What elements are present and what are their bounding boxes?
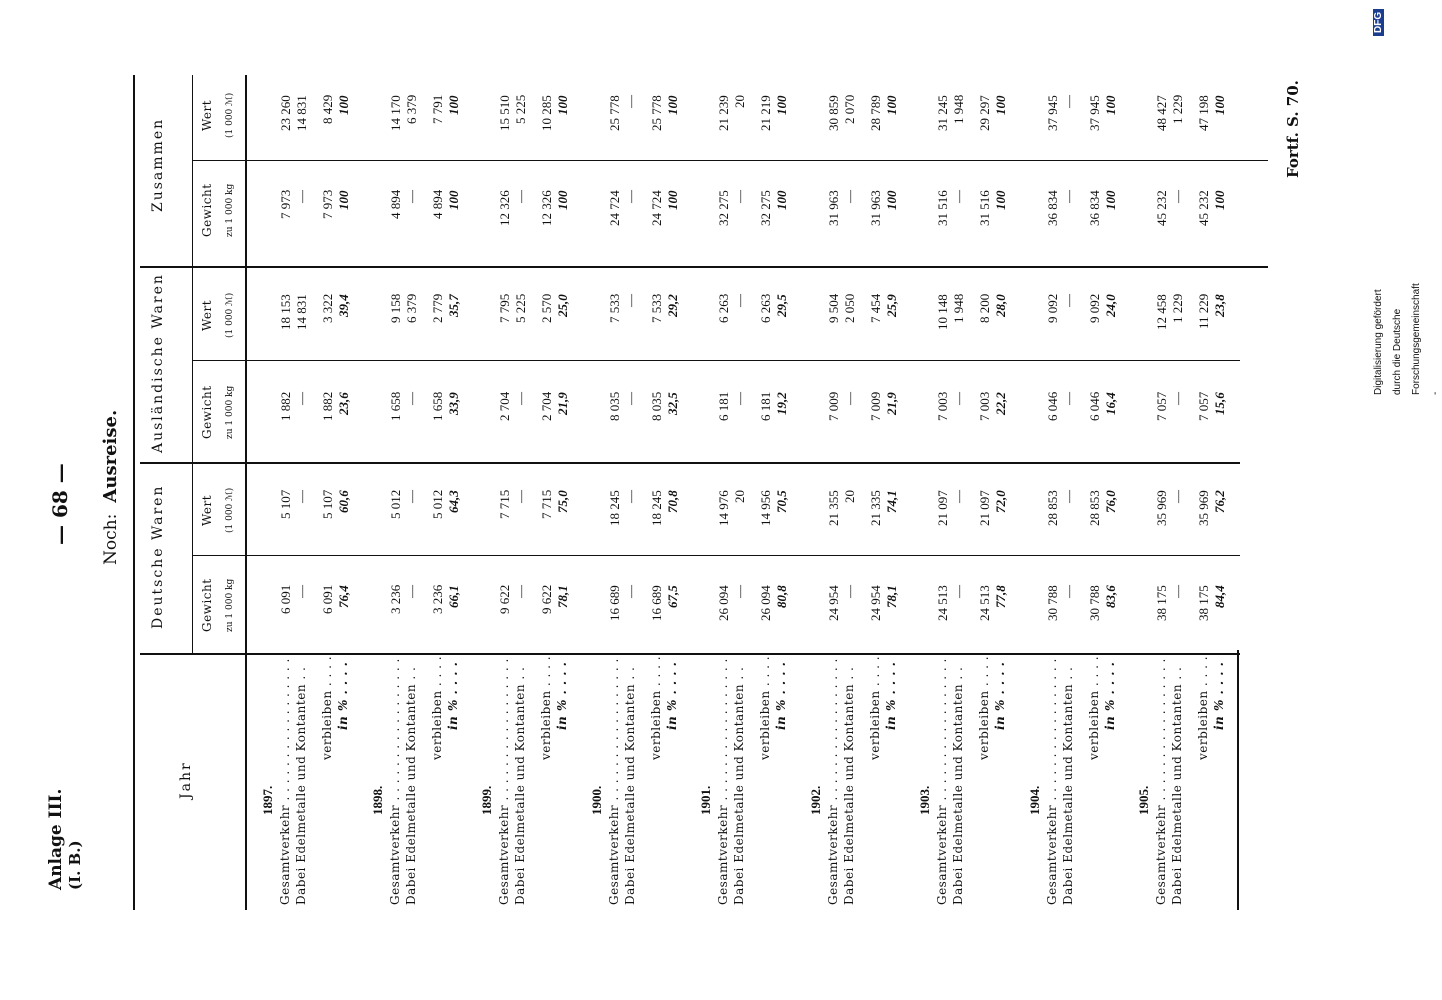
row-label-in-percent: in % . . . . bbox=[336, 661, 350, 730]
cell-zg-0: 4 894 bbox=[387, 189, 403, 219]
cell-ag-2: 6 181 bbox=[758, 391, 773, 421]
row-label-in-percent: in % . . . . bbox=[993, 661, 1007, 730]
cell-ag-0: 6 181 bbox=[716, 391, 731, 421]
cell-dg-1: — bbox=[1170, 585, 1185, 598]
cell-dg-1: — bbox=[294, 585, 309, 598]
cell-dw-1: 20 bbox=[841, 490, 857, 503]
row-label-gesamtverkehr: Gesamtverkehr . . . . . . . . . . . . . . . . . bbox=[935, 658, 949, 905]
cell-dw-3: 60,6 bbox=[336, 490, 351, 513]
cell-ag-1: — bbox=[1170, 392, 1185, 405]
cell-aw-2: 11 229 bbox=[1196, 293, 1211, 329]
cell-aw-3: 39,4 bbox=[336, 294, 351, 317]
cell-zw-0: 21 239 bbox=[716, 95, 731, 131]
cell-aw-2: 7 454 bbox=[867, 293, 883, 323]
row-label-edelmetalle: Dabei Edelmetalle und Kontanten . . bbox=[1170, 666, 1184, 905]
cell-ag-0: 6 046 bbox=[1044, 391, 1060, 421]
cell-zg-0: 7 973 bbox=[278, 189, 293, 219]
cell-aw-2: 7 533 bbox=[648, 293, 664, 323]
row-label-gesamtverkehr: Gesamtverkehr . . . . . . . . . . . . . . . . . bbox=[1044, 658, 1059, 905]
cell-dg-1: — bbox=[1060, 585, 1076, 598]
subtitle-main: Ausreise. bbox=[100, 409, 121, 503]
cell-aw-2: 6 263 bbox=[758, 293, 773, 323]
dfg-side-note-text: Digitalisierung gefördert durch die Deutsche Forschungsgemeinschaft - bbox=[1373, 283, 1441, 395]
dfg-side-note bbox=[1366, 283, 1442, 395]
cell-aw-0: 10 148 bbox=[935, 294, 950, 330]
dfg-logo-text: DFG bbox=[1373, 9, 1384, 36]
cell-ag-3: 16,4 bbox=[1102, 392, 1118, 415]
row-label-gesamtverkehr: Gesamtverkehr . . . . . . . . . . . . . . . . . bbox=[825, 658, 840, 905]
cell-dg-2: 24 954 bbox=[867, 585, 883, 621]
row-label-verbleiben: verbleiben . . . . bbox=[320, 655, 334, 760]
cell-dg-0: 24 954 bbox=[825, 585, 841, 621]
cell-ag-3: 15,6 bbox=[1212, 392, 1227, 415]
cell-dg-2: 16 689 bbox=[648, 585, 664, 621]
cell-dg-1: — bbox=[622, 585, 638, 598]
anlage-subtitle: (I. B.) bbox=[66, 840, 84, 890]
cell-dw-2: 35 969 bbox=[1196, 490, 1211, 526]
cell-zw-0: 48 427 bbox=[1154, 95, 1169, 131]
cell-ag-0: 7 057 bbox=[1154, 391, 1169, 421]
header-gewicht-0: Gewicht bbox=[200, 578, 214, 632]
cell-dg-0: 9 622 bbox=[497, 584, 512, 614]
row-label-in-percent: in % . . . . bbox=[664, 661, 679, 730]
column-rule-deutsche bbox=[140, 462, 1240, 464]
cell-aw-2: 2 570 bbox=[539, 293, 554, 323]
cell-dg-1: — bbox=[951, 585, 966, 598]
anlage-heading bbox=[46, 789, 84, 890]
cell-aw-0: 6 263 bbox=[716, 293, 731, 323]
cell-ag-2: 6 046 bbox=[1086, 391, 1102, 421]
cell-dw-1: — bbox=[951, 490, 966, 503]
cell-zw-2: 7 791 bbox=[429, 94, 445, 124]
header-wert-unit-1: (1 000 ℳ) bbox=[225, 487, 235, 533]
cell-ag-2: 7 003 bbox=[977, 391, 992, 421]
cell-dw-2: 18 245 bbox=[648, 490, 664, 526]
cell-ag-3: 19,2 bbox=[774, 392, 789, 415]
cell-ag-1: — bbox=[841, 392, 857, 405]
cell-aw-3: 28,0 bbox=[993, 294, 1008, 317]
cell-dg-3: 78,1 bbox=[883, 585, 899, 608]
column-rule-jahr bbox=[140, 653, 1240, 655]
cell-zw-2: 25 778 bbox=[648, 95, 664, 131]
cell-dg-3: 84,4 bbox=[1212, 585, 1227, 608]
row-label-verbleiben: verbleiben . . . . bbox=[867, 655, 882, 760]
row-label-verbleiben: verbleiben . . . . bbox=[977, 655, 991, 760]
cell-zw-2: 37 945 bbox=[1086, 95, 1102, 131]
cell-aw-0: 12 458 bbox=[1154, 294, 1169, 330]
cell-zg-1: — bbox=[732, 190, 747, 203]
cell-dw-2: 5 012 bbox=[429, 489, 445, 519]
subtitle-prefix: Noch: bbox=[101, 513, 121, 565]
cell-dw-2: 28 853 bbox=[1086, 490, 1102, 526]
cell-dg-3: 80,8 bbox=[774, 585, 789, 608]
cell-dg-0: 6 091 bbox=[278, 584, 293, 614]
cell-dg-3: 76,4 bbox=[336, 585, 351, 608]
cell-ag-0: 1 658 bbox=[387, 391, 403, 421]
cell-dw-2: 21 335 bbox=[867, 490, 883, 526]
cell-ag-0: 1 882 bbox=[278, 391, 293, 421]
cell-ag-2: 1 658 bbox=[429, 391, 445, 421]
table-bottom-rule bbox=[1237, 650, 1239, 910]
cell-dw-1: — bbox=[294, 490, 309, 503]
row-label-gesamtverkehr: Gesamtverkehr . . . . . . . . . . . . . . . . . bbox=[716, 658, 730, 905]
cell-zg-2: 32 275 bbox=[758, 190, 773, 226]
row-label-verbleiben: verbleiben . . . . bbox=[429, 655, 444, 760]
row-label-edelmetalle: Dabei Edelmetalle und Kontanten . . bbox=[513, 666, 527, 905]
cell-zw-0: 23 260 bbox=[278, 95, 293, 131]
cell-zw-3: 100 bbox=[1102, 95, 1118, 115]
cell-ag-1: — bbox=[513, 392, 528, 405]
row-label-verbleiben: verbleiben . . . . bbox=[1086, 655, 1101, 760]
cell-zg-1: — bbox=[513, 190, 528, 203]
header-zusammen: Zusammen bbox=[150, 117, 166, 212]
cell-zw-3: 100 bbox=[993, 95, 1008, 115]
cell-zw-1: — bbox=[622, 95, 638, 108]
cell-zg-3: 100 bbox=[774, 190, 789, 210]
cell-dw-1: — bbox=[513, 490, 528, 503]
cell-ag-2: 1 882 bbox=[320, 391, 335, 421]
cell-ag-1: — bbox=[1060, 392, 1076, 405]
cell-zw-0: 25 778 bbox=[606, 95, 622, 131]
cell-zw-1: 14 831 bbox=[294, 95, 309, 131]
cell-dg-2: 38 175 bbox=[1196, 585, 1211, 621]
row-label-edelmetalle: Dabei Edelmetalle und Kontanten . . bbox=[403, 666, 418, 905]
cell-zg-2: 36 834 bbox=[1086, 190, 1102, 226]
cell-zg-0: 24 724 bbox=[606, 190, 622, 226]
year-1897: 1897. bbox=[260, 785, 275, 815]
cell-aw-0: 9 158 bbox=[387, 293, 403, 323]
row-label-edelmetalle: Dabei Edelmetalle und Kontanten . . bbox=[841, 666, 856, 905]
cell-aw-3: 23,8 bbox=[1212, 294, 1227, 317]
cell-dw-0: 21 097 bbox=[935, 490, 950, 526]
cell-dg-1: — bbox=[841, 585, 857, 598]
cell-zg-3: 100 bbox=[555, 190, 570, 210]
cell-aw-0: 7 795 bbox=[497, 293, 512, 323]
cell-dg-2: 26 094 bbox=[758, 585, 773, 621]
cell-zw-0: 14 170 bbox=[387, 95, 403, 131]
cell-aw-2: 3 322 bbox=[320, 293, 335, 323]
cell-ag-2: 7 057 bbox=[1196, 391, 1211, 421]
cell-zg-3: 100 bbox=[664, 190, 680, 210]
cell-aw-0: 7 533 bbox=[606, 293, 622, 323]
cell-zg-3: 100 bbox=[445, 190, 461, 210]
cell-zg-3: 100 bbox=[1102, 190, 1118, 210]
section-subtitle bbox=[100, 410, 121, 565]
cell-zw-2: 21 219 bbox=[758, 95, 773, 131]
cell-dw-0: 35 969 bbox=[1154, 490, 1169, 526]
cell-zg-3: 100 bbox=[336, 190, 351, 210]
cell-zg-1: — bbox=[951, 190, 966, 203]
cell-dg-0: 3 236 bbox=[387, 584, 403, 614]
cell-zw-0: 15 510 bbox=[497, 95, 512, 131]
cell-zg-1: — bbox=[622, 190, 638, 203]
cell-aw-3: 29,2 bbox=[664, 294, 680, 317]
row-label-in-percent: in % . . . . bbox=[1102, 661, 1117, 730]
cell-aw-2: 2 779 bbox=[429, 293, 445, 323]
header-wert-unit-3: (1 000 ℳ) bbox=[225, 292, 235, 338]
sub-rule-deutsche bbox=[192, 555, 1240, 556]
cell-dw-0: 5 012 bbox=[387, 489, 403, 519]
cell-dg-0: 16 689 bbox=[606, 585, 622, 621]
header-wert-1: Wert bbox=[200, 494, 214, 526]
cell-zg-2: 45 232 bbox=[1196, 190, 1211, 226]
cell-dw-0: 18 245 bbox=[606, 490, 622, 526]
cell-dw-3: 76,2 bbox=[1212, 490, 1227, 513]
cell-ag-1: — bbox=[403, 392, 419, 405]
row-label-gesamtverkehr: Gesamtverkehr . . . . . . . . . . . . . . . . . bbox=[278, 658, 292, 905]
row-label-edelmetalle: Dabei Edelmetalle und Kontanten . . bbox=[294, 666, 308, 905]
cell-ag-2: 7 009 bbox=[867, 391, 883, 421]
cell-dg-2: 30 788 bbox=[1086, 585, 1102, 621]
cell-zg-1: — bbox=[841, 190, 857, 203]
cell-zg-0: 32 275 bbox=[716, 190, 731, 226]
cell-aw-3: 25,0 bbox=[555, 294, 570, 317]
cell-zw-2: 8 429 bbox=[320, 94, 335, 124]
cell-ag-1: — bbox=[622, 392, 638, 405]
header-gewicht-2: Gewicht bbox=[200, 385, 214, 439]
year-1904: 1904. bbox=[1026, 785, 1042, 815]
cell-dg-0: 26 094 bbox=[716, 585, 731, 621]
cell-zw-0: 31 245 bbox=[935, 95, 950, 131]
row-label-edelmetalle: Dabei Edelmetalle und Kontanten . . bbox=[1060, 666, 1075, 905]
sub-rule-zusammen bbox=[192, 160, 1268, 161]
anlage-title: Anlage III. bbox=[46, 788, 66, 890]
cell-zg-1: — bbox=[1170, 190, 1185, 203]
row-label-verbleiben: verbleiben . . . . bbox=[1196, 655, 1210, 760]
cell-aw-0: 9 092 bbox=[1044, 293, 1060, 323]
cell-dw-3: 70,5 bbox=[774, 490, 789, 513]
year-1902: 1902. bbox=[807, 785, 823, 815]
header-gewicht-unit-2: zu 1 000 kg bbox=[225, 385, 235, 439]
header-gewicht-unit-0: zu 1 000 kg bbox=[225, 578, 235, 632]
cell-ag-2: 8 035 bbox=[648, 391, 664, 421]
cell-aw-3: 25,9 bbox=[883, 294, 899, 317]
cell-aw-1: 2 050 bbox=[841, 293, 857, 323]
cell-dg-2: 6 091 bbox=[320, 584, 335, 614]
cell-aw-1: — bbox=[1060, 294, 1076, 307]
cell-dw-2: 7 715 bbox=[539, 489, 554, 519]
cell-dw-0: 14 976 bbox=[716, 490, 731, 526]
cell-ag-3: 21,9 bbox=[555, 392, 570, 415]
cell-aw-3: 35,7 bbox=[445, 294, 461, 317]
cell-zw-1: 1 229 bbox=[1170, 94, 1185, 124]
cell-aw-1: 1 948 bbox=[951, 293, 966, 323]
cell-zg-2: 4 894 bbox=[429, 189, 445, 219]
cell-zw-3: 100 bbox=[555, 95, 570, 115]
cell-zw-3: 100 bbox=[445, 95, 461, 115]
cell-dw-0: 21 355 bbox=[825, 490, 841, 526]
row-label-verbleiben: verbleiben . . . . bbox=[539, 655, 553, 760]
cell-zg-0: 36 834 bbox=[1044, 190, 1060, 226]
cell-dg-0: 30 788 bbox=[1044, 585, 1060, 621]
cell-zg-2: 12 326 bbox=[539, 190, 554, 226]
dfg-logo bbox=[1366, 9, 1385, 36]
cell-zg-0: 12 326 bbox=[497, 190, 512, 226]
row-label-gesamtverkehr: Gesamtverkehr . . . . . . . . . . . . . . . . . bbox=[606, 658, 621, 905]
table-header-rule bbox=[245, 75, 247, 910]
cell-ag-0: 7 009 bbox=[825, 391, 841, 421]
cell-zw-1: 5 225 bbox=[513, 94, 528, 124]
cell-aw-1: 6 379 bbox=[403, 293, 419, 323]
cell-ag-3: 21,9 bbox=[883, 392, 899, 415]
footer-continuation: Fortf. S. 70. bbox=[1284, 80, 1302, 178]
cell-ag-2: 2 704 bbox=[539, 391, 554, 421]
year-1900: 1900. bbox=[588, 785, 604, 815]
cell-zg-3: 100 bbox=[883, 190, 899, 210]
cell-zw-3: 100 bbox=[883, 95, 899, 115]
table-top-rule bbox=[133, 75, 135, 910]
cell-aw-0: 9 504 bbox=[825, 293, 841, 323]
cell-zg-3: 100 bbox=[1212, 190, 1227, 210]
year-1898: 1898. bbox=[369, 785, 385, 815]
row-label-edelmetalle: Dabei Edelmetalle und Kontanten . . bbox=[951, 666, 965, 905]
cell-dg-2: 9 622 bbox=[539, 584, 554, 614]
cell-dw-1: 20 bbox=[732, 490, 747, 503]
cell-dw-2: 21 097 bbox=[977, 490, 992, 526]
row-label-edelmetalle: Dabei Edelmetalle und Kontanten . . bbox=[732, 666, 746, 905]
cell-zw-1: 20 bbox=[732, 95, 747, 108]
cell-dg-3: 83,6 bbox=[1102, 585, 1118, 608]
cell-dw-3: 74,1 bbox=[883, 490, 899, 513]
cell-aw-0: 18 153 bbox=[278, 294, 293, 330]
cell-dw-2: 5 107 bbox=[320, 489, 335, 519]
cell-zw-3: 100 bbox=[336, 95, 351, 115]
cell-dw-3: 70,8 bbox=[664, 490, 680, 513]
cell-aw-1: 1 229 bbox=[1170, 293, 1185, 323]
page-number: — 68 — bbox=[48, 463, 72, 545]
cell-dw-1: — bbox=[1060, 490, 1076, 503]
cell-zw-3: 100 bbox=[664, 95, 680, 115]
cell-zw-1: 1 948 bbox=[951, 94, 966, 124]
cell-aw-2: 8 200 bbox=[977, 293, 992, 323]
cell-dw-3: 64,3 bbox=[445, 490, 461, 513]
row-label-verbleiben: verbleiben . . . . bbox=[758, 655, 772, 760]
cell-dw-2: 14 956 bbox=[758, 490, 773, 526]
header-jahr: Jahr bbox=[178, 761, 194, 799]
cell-dg-3: 66,1 bbox=[445, 585, 461, 608]
cell-dw-3: 72,0 bbox=[993, 490, 1008, 513]
cell-dg-3: 67,5 bbox=[664, 585, 680, 608]
year-1905: 1905. bbox=[1136, 785, 1151, 815]
year-1899: 1899. bbox=[479, 785, 494, 815]
cell-aw-1: — bbox=[732, 294, 747, 307]
cell-zw-1: 2 070 bbox=[841, 94, 857, 124]
cell-zg-2: 31 516 bbox=[977, 190, 992, 226]
row-label-in-percent: in % . . . . bbox=[445, 661, 460, 730]
header-wert-5: Wert bbox=[200, 99, 214, 131]
cell-zg-1: — bbox=[1060, 190, 1076, 203]
sub-rule-auslaendische bbox=[192, 360, 1240, 361]
cell-dw-1: — bbox=[1170, 490, 1185, 503]
cell-ag-3: 22,2 bbox=[993, 392, 1008, 415]
cell-zg-1: — bbox=[294, 190, 309, 203]
cell-zg-2: 24 724 bbox=[648, 190, 664, 226]
cell-dg-1: — bbox=[732, 585, 747, 598]
cell-aw-3: 24,0 bbox=[1102, 294, 1118, 317]
cell-aw-2: 9 092 bbox=[1086, 293, 1102, 323]
cell-zw-1: — bbox=[1060, 95, 1076, 108]
cell-ag-1: — bbox=[951, 392, 966, 405]
cell-dg-1: — bbox=[403, 585, 419, 598]
cell-zw-2: 47 198 bbox=[1196, 95, 1211, 131]
row-label-gesamtverkehr: Gesamtverkehr . . . . . . . . . . . . . . . . . bbox=[387, 658, 402, 905]
cell-ag-3: 23,6 bbox=[336, 392, 351, 415]
cell-zw-3: 100 bbox=[774, 95, 789, 115]
cell-zw-3: 100 bbox=[1212, 95, 1227, 115]
cell-ag-0: 2 704 bbox=[497, 391, 512, 421]
header-gewicht-unit-4: zu 1 000 kg bbox=[225, 183, 235, 237]
cell-dw-0: 7 715 bbox=[497, 489, 512, 519]
cell-dg-3: 78,1 bbox=[555, 585, 570, 608]
row-label-in-percent: in % . . . . bbox=[1212, 661, 1226, 730]
row-label-gesamtverkehr: Gesamtverkehr . . . . . . . . . . . . . . . . . bbox=[497, 658, 511, 905]
cell-dw-0: 28 853 bbox=[1044, 490, 1060, 526]
year-1901: 1901. bbox=[698, 785, 713, 815]
cell-ag-1: — bbox=[294, 392, 309, 405]
header-divider-groups bbox=[192, 75, 193, 653]
cell-ag-0: 8 035 bbox=[606, 391, 622, 421]
header-deutsche-waren: Deutsche Waren bbox=[150, 484, 166, 629]
cell-dg-2: 3 236 bbox=[429, 584, 445, 614]
cell-zw-2: 29 297 bbox=[977, 95, 992, 131]
cell-ag-3: 33,9 bbox=[445, 392, 461, 415]
cell-dg-0: 24 513 bbox=[935, 585, 950, 621]
cell-zw-1: 6 379 bbox=[403, 94, 419, 124]
cell-zg-2: 31 963 bbox=[867, 190, 883, 226]
row-label-edelmetalle: Dabei Edelmetalle und Kontanten . . bbox=[622, 666, 637, 905]
header-gewicht-4: Gewicht bbox=[200, 183, 214, 237]
cell-dg-0: 38 175 bbox=[1154, 585, 1169, 621]
row-label-in-percent: in % . . . . bbox=[555, 661, 569, 730]
cell-zg-2: 7 973 bbox=[320, 189, 335, 219]
cell-zw-2: 10 285 bbox=[539, 95, 554, 131]
cell-dw-1: — bbox=[403, 490, 419, 503]
cell-aw-3: 29,5 bbox=[774, 294, 789, 317]
year-1903: 1903. bbox=[917, 785, 932, 815]
cell-aw-1: — bbox=[622, 294, 638, 307]
row-label-in-percent: in % . . . . bbox=[883, 661, 898, 730]
cell-aw-1: 14 831 bbox=[294, 294, 309, 330]
cell-zg-0: 31 963 bbox=[825, 190, 841, 226]
cell-zg-0: 31 516 bbox=[935, 190, 950, 226]
cell-dg-2: 24 513 bbox=[977, 585, 992, 621]
cell-zg-3: 100 bbox=[993, 190, 1008, 210]
cell-dw-3: 76,0 bbox=[1102, 490, 1118, 513]
cell-dw-1: — bbox=[622, 490, 638, 503]
cell-ag-0: 7 003 bbox=[935, 391, 950, 421]
cell-ag-1: — bbox=[732, 392, 747, 405]
cell-aw-1: 5 225 bbox=[513, 293, 528, 323]
header-wert-3: Wert bbox=[200, 299, 214, 331]
header-auslaendische-waren: Ausländische Waren bbox=[150, 273, 166, 453]
cell-zw-0: 30 859 bbox=[825, 95, 841, 131]
row-label-gesamtverkehr: Gesamtverkehr . . . . . . . . . . . . . . . . . bbox=[1154, 658, 1168, 905]
cell-zw-2: 28 789 bbox=[867, 95, 883, 131]
cell-dw-0: 5 107 bbox=[278, 489, 293, 519]
cell-zg-1: — bbox=[403, 190, 419, 203]
cell-zg-0: 45 232 bbox=[1154, 190, 1169, 226]
cell-ag-3: 32,5 bbox=[664, 392, 680, 415]
cell-zw-0: 37 945 bbox=[1044, 95, 1060, 131]
row-label-in-percent: in % . . . . bbox=[774, 661, 788, 730]
cell-dw-3: 75,0 bbox=[555, 490, 570, 513]
cell-dg-1: — bbox=[513, 585, 528, 598]
column-rule-auslaendische bbox=[140, 266, 1268, 268]
cell-dg-3: 77,8 bbox=[993, 585, 1008, 608]
row-label-verbleiben: verbleiben . . . . bbox=[648, 655, 663, 760]
header-wert-unit-5: (1 000 ℳ) bbox=[225, 92, 235, 138]
